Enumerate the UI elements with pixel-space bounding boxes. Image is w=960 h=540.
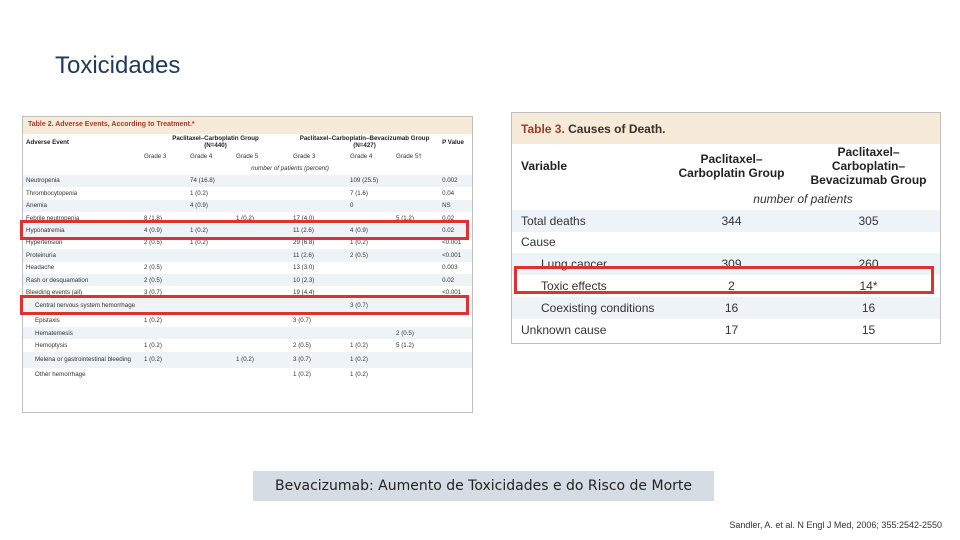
value-group1 [666,232,797,254]
cell-g1-3 [141,299,187,315]
cell-g2-4: 4 (0.9) [347,224,393,236]
cell-g2-5 [393,187,439,199]
causes-of-death-table [511,112,941,344]
table3-grid [512,144,940,341]
event-name: Anemia [23,200,141,212]
table-row [23,237,472,249]
cell-g2-5 [393,299,439,315]
cell-g1-4 [187,315,233,327]
cell-g2-4 [347,262,393,274]
event-name: Rash or desquamation [23,274,141,286]
table-row [512,232,940,254]
col-adverse-event: Adverse Event [26,138,69,146]
event-name: Febrile neutropenia [26,214,80,222]
cell-g1-5: 1 (0.2) [236,214,254,222]
cell-g2-4 [347,212,393,224]
cell-g2-5 [393,368,439,380]
cell-g2-4 [347,315,393,327]
value-group1: 17 [724,322,739,337]
adverse-events-table [22,116,473,413]
cell-g2-3 [290,187,347,199]
cell-g1-4 [187,368,233,380]
cell-g1-3: 3 (0.7) [144,288,162,296]
cell-g1-3: 1 (0.2) [141,352,187,368]
cell-g2-5 [393,315,439,327]
cell-g2-3 [290,200,347,212]
cell-g2-4: 7 (1.6) [350,189,368,197]
cell-p: 0.003 [442,264,458,272]
cell-g2-3: 19 (4.4) [293,288,315,296]
cell-g1-5 [233,249,290,261]
cell-g1-4 [187,299,233,315]
cell-g1-3 [141,368,187,380]
row-label: Total deaths [512,210,666,232]
cell-g2-5 [393,237,439,249]
cell-g1-5 [233,327,290,339]
cell-g1-5: 1 (0.2) [233,352,290,368]
cell-g1-4 [187,286,233,298]
cell-g1-5 [233,274,290,286]
table-row [512,319,940,341]
cell-g1-4 [187,352,233,368]
cell-p: 0.002 [439,175,472,187]
table-row [23,299,472,315]
event-name: Proteinuria [23,249,141,261]
cell-p: 0.02 [439,224,472,236]
grade-header: Grade 3 [144,152,167,160]
col-p-value: P Value [442,138,464,146]
units-label: number of patients (percent) [251,165,329,173]
table-row [23,352,472,368]
cell-g2-5 [393,262,439,274]
table-row [23,200,472,212]
cell-g1-5 [233,175,290,187]
cell-g1-5 [233,315,290,327]
cell-g2-3: 13 (3.0) [293,264,315,272]
cell-g2-5: 5 (1.2) [396,214,414,222]
table-row [23,224,472,236]
cell-g2-3: 1 (0.2) [293,370,311,378]
event-name: Headache [26,264,55,272]
cell-p: <0.001 [442,288,462,296]
table3-units: number of patients [753,191,853,206]
cell-g1-3: 8 (1.8) [144,214,162,222]
event-name: Hemoptysis [35,342,68,350]
grade-header: Grade 3 [293,152,316,160]
table-row [23,286,472,298]
grade-header: Grade 4 [350,152,373,160]
cell-p: <0.001 [442,239,462,247]
table-row [23,175,472,187]
cell-g2-3: 29 (6.8) [293,239,315,247]
row-label: Unknown cause [521,322,607,337]
value-group2 [797,232,940,254]
cell-g2-5 [393,175,439,187]
cell-p [439,368,472,380]
table-row [23,262,472,274]
cell-g2-5 [393,200,439,212]
cell-g2-4: 3 (0.7) [347,299,393,315]
cell-g2-5 [393,286,439,298]
value-group2: 14* [859,279,878,294]
cell-g2-5: 5 (1.2) [396,342,414,350]
event-name: Central nervous system hemorrhage [23,299,141,315]
cell-g1-4: 1 (0.2) [190,239,208,247]
cell-g1-4 [187,249,233,261]
group2-header: Paclitaxel–Carboplatin–Bevacizumab Group (N=427) [299,135,430,149]
col-variable: Variable [521,159,568,173]
citation: Sandler, A. et al. N Engl J Med, 2006; 355:2542-2550 [729,520,942,530]
value-group1: 309 [666,253,797,275]
cell-g2-3 [290,299,347,315]
cell-g1-3 [141,175,187,187]
cell-p: NS [439,200,472,212]
cell-g1-5 [233,224,290,236]
event-name: Bleeding events (all) [26,288,83,296]
row-label: Lung cancer [512,253,666,275]
cell-g2-5 [393,249,439,261]
col-group2: Paclitaxel–Carboplatin–Bevacizumab Group [810,145,927,187]
value-group1: 16 [666,297,797,319]
cell-g2-4: 1 (0.2) [347,352,393,368]
cell-g2-4: 1 (0.2) [350,342,368,350]
cell-g2-5 [393,352,439,368]
cell-g1-3 [141,200,187,212]
cell-g1-3: 2 (0.5) [144,239,162,247]
cell-p: 0.02 [439,274,472,286]
cell-g2-5 [393,224,439,236]
slide-caption: Bevacizumab: Aumento de Toxicidades e do Risco de Morte [253,471,714,501]
cell-p [439,339,472,351]
table-row [23,212,472,224]
cell-p: 0.04 [442,189,455,197]
event-name: Hematemesis [23,327,141,339]
value-group1: 2 [728,279,735,294]
table-row [512,297,940,319]
cell-g1-3 [141,327,187,339]
cell-g2-3: 3 (0.7) [293,317,311,325]
cell-g1-4 [187,212,233,224]
cell-g2-4: 2 (0.5) [347,249,393,261]
table-row [23,339,472,351]
cell-g1-4: 4 (0.9) [187,200,233,212]
cell-g1-4 [187,262,233,274]
value-group2: 16 [797,297,940,319]
value-group2: 260 [797,253,940,275]
cell-g1-4: 1 (0.2) [187,224,233,236]
group1-header: Paclitaxel–Carboplatin Group (N=440) [172,135,259,149]
cell-g1-3: 4 (0.9) [141,224,187,236]
cell-g1-4 [187,274,233,286]
grade-header: Grade 5† [396,152,422,160]
cell-g1-5 [233,237,290,249]
cell-g2-3: 17 (4.0) [293,214,315,222]
table3-title [512,113,940,144]
table-row [23,187,472,199]
cell-g1-5 [233,339,290,351]
cell-g1-3 [141,249,187,261]
event-name: Hyponatremia [23,224,141,236]
table-row [23,315,472,327]
cell-g1-5 [233,299,290,315]
row-label: Toxic effects [541,279,607,294]
table3-title-text: Causes of Death. [568,122,666,136]
cell-g2-4: 1 (0.2) [350,239,368,247]
row-label: Cause [521,235,556,250]
grade-header-row [23,150,472,162]
cell-g2-5 [393,274,439,286]
cell-g2-3: 2 (0.5) [293,342,311,350]
cell-g1-3: 1 (0.2) [144,317,162,325]
cell-g1-3: 2 (0.5) [144,264,162,272]
grade-header: Grade 5 [236,152,259,160]
cell-p [439,327,472,339]
cell-g2-3: 11 (2.6) [290,249,347,261]
cell-g2-3 [290,175,347,187]
table-row [23,327,472,339]
cell-g2-3 [290,327,347,339]
cell-g1-4: 1 (0.2) [190,189,208,197]
event-name: Thrombocytopenia [26,189,78,197]
cell-g1-5 [233,262,290,274]
cell-g1-5 [233,200,290,212]
slide-title: Toxicidades [55,52,181,79]
cell-g2-4: 0 [347,200,393,212]
value-group2: 15 [861,322,876,337]
event-name: Epistaxis [35,317,60,325]
table3-title-label: Table 3. [521,122,565,136]
cell-p: 0.02 [442,214,455,222]
event-name: Melena or gastrointestinal bleeding [23,352,141,368]
event-name: Neutropenia [23,175,141,187]
value-group2: 305 [797,210,940,232]
event-name: Hypertension [26,239,63,247]
cell-g2-5: 2 (0.5) [393,327,439,339]
table-row [512,275,940,297]
cell-g1-3: 2 (0.5) [141,274,187,286]
cell-p: <0.001 [439,249,472,261]
event-name: Other hemorrhage [35,370,86,378]
cell-g2-4 [347,327,393,339]
cell-p [439,315,472,327]
cell-g2-3: 10 (2.3) [290,274,347,286]
cell-p [439,352,472,368]
cell-g2-4 [347,286,393,298]
cell-g2-3: 3 (0.7) [290,352,347,368]
cell-g1-4 [187,339,233,351]
grade-header: Grade 4 [190,152,213,160]
table-row [23,368,472,380]
cell-g2-3: 11 (2.6) [290,224,347,236]
table2-title: Table 2. Adverse Events, According to Treatment.* [23,117,472,134]
cell-g1-4 [187,327,233,339]
row-label: Coexisting conditions [512,297,666,319]
cell-p [439,299,472,315]
table-row [23,274,472,286]
cell-g1-5 [233,368,290,380]
cell-g1-3: 1 (0.2) [144,342,162,350]
units-row [23,162,472,174]
cell-g1-5 [233,286,290,298]
table2-grid [23,134,472,380]
table-row [23,249,472,261]
cell-g1-5 [233,187,290,199]
cell-g2-4 [347,274,393,286]
value-group1: 344 [666,210,797,232]
cell-g2-4: 109 (25.5) [347,175,393,187]
table-row [512,253,940,275]
col-group1: Paclitaxel–Carboplatin Group [678,152,785,180]
cell-g2-4: 1 (0.2) [350,370,368,378]
cell-g1-4: 74 (16.8) [187,175,233,187]
table-row [512,210,940,232]
cell-g1-3 [141,187,187,199]
